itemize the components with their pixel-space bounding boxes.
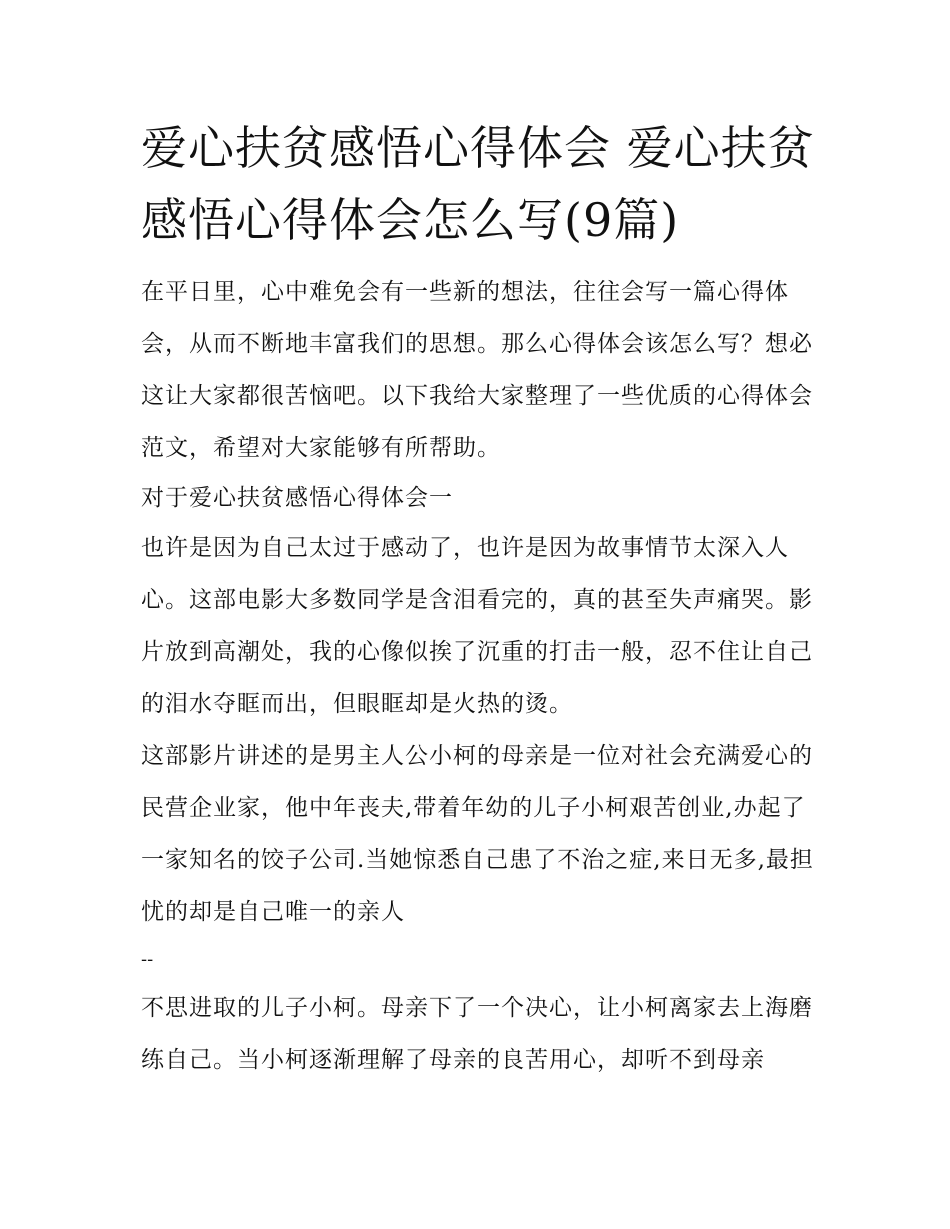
document-page xyxy=(141,112,821,1086)
document-title: 爱心扶贫感悟心得体会 爱心扶贫感悟心得体会怎么写(9篇) xyxy=(141,121,815,247)
section-heading: 对于爱心扶贫感悟心得体会一 xyxy=(141,485,453,511)
body-paragraph-1: 也许是因为自己太过于感动了，也许是因为故事情节太深入人心。这部电影大多数同学是含泪看完的，真的甚至失声痛哭。影片放到高潮处，我的心像似挨了沉重的打击一般，忍不住让自己的泪水夺眶而出，但眼眶却是火热的烫。 xyxy=(141,535,813,717)
intro-paragraph: 在平日里，心中难免会有一些新的想法，往往会写一篇心得体会，从而不断地丰富我们的思想。那么心得体会该怎么写？想必这让大家都很苦恼吧。以下我给大家整理了一些优质的心得体会范文，希望对大家能够有所帮助。 xyxy=(141,279,813,461)
separator: -- xyxy=(141,949,154,970)
body-paragraph-2: 这部影片讲述的是男主人公小柯的母亲是一位对社会充满爱心的民营企业家，他中年丧夫,带着年幼的儿子小柯艰苦创业,办起了一家知名的饺子公司.当她惊悉自己患了不治之症,来日无多,最担忧的却是自己唯一的亲人 xyxy=(141,743,814,925)
body-paragraph-3: 不思进取的儿子小柯。母亲下了一个决心，让小柯离家去上海磨练自己。当小柯逐渐理解了母亲的良苦用心，却听不到母亲 xyxy=(141,995,813,1073)
